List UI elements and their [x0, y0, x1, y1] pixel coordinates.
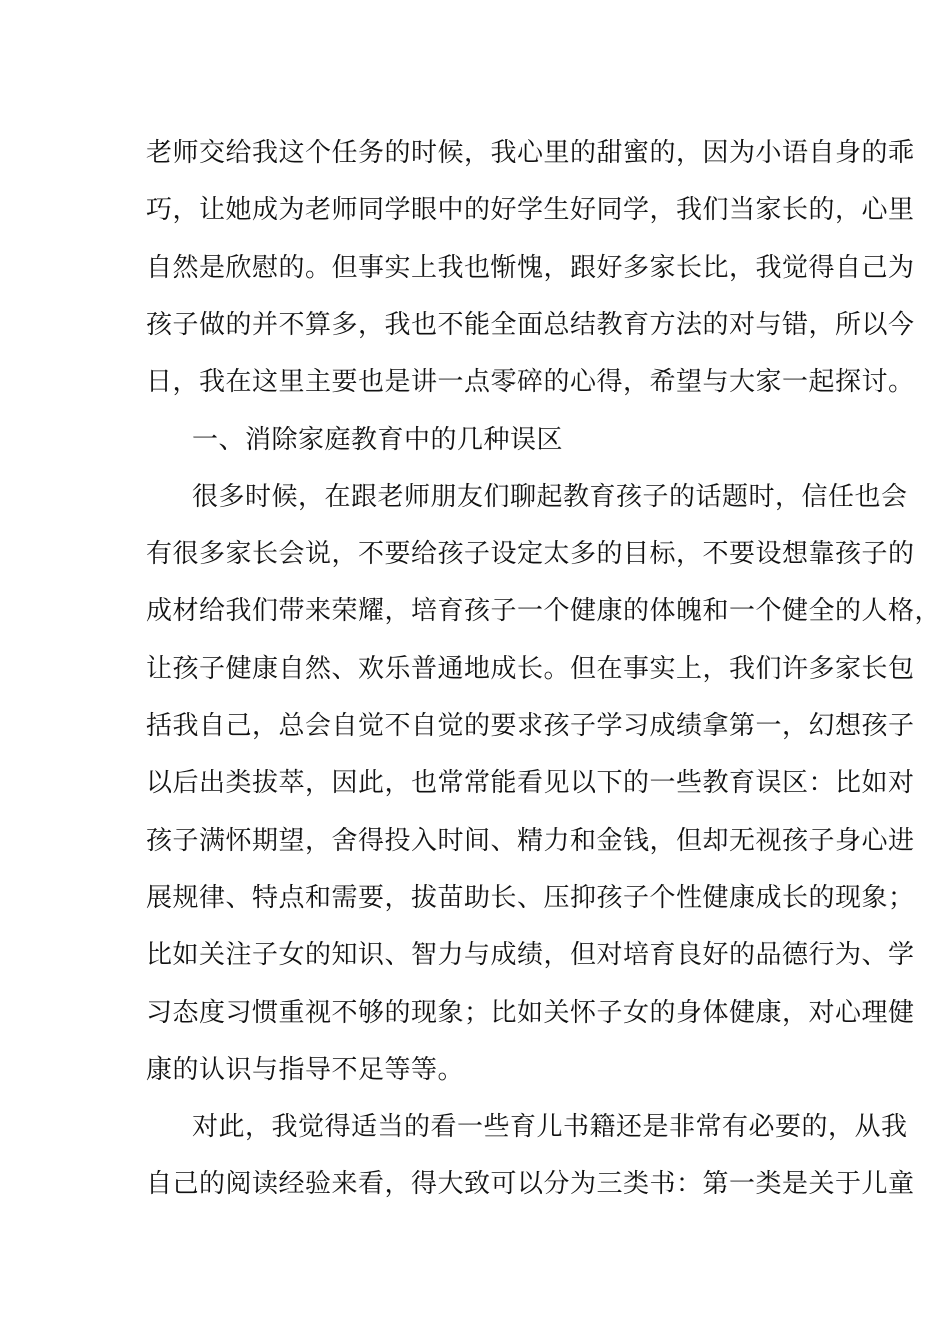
- body-text-line: 自己的阅读经验来看，得大致可以分为三类书：第一类是关于儿童: [146, 1169, 915, 1199]
- body-text-line: 老师交给我这个任务的时候，我心里的甜蜜的，因为小语自身的乖: [146, 138, 915, 168]
- body-text-line: 习态度习惯重视不够的现象；比如关怀子女的身体健康，对心理健: [146, 998, 915, 1028]
- body-text-line: 成材给我们带来荣耀，培育孩子一个健康的体魄和一个健全的人格，: [146, 596, 942, 626]
- body-text-line: 孩子做的并不算多，我也不能全面总结教育方法的对与错，所以今: [146, 310, 915, 340]
- body-text-line: 孩子满怀期望，舍得投入时间、精力和金钱，但却无视孩子身心进: [146, 826, 915, 856]
- body-text-line: 展规律、特点和需要，拔苗助长、压抑孩子个性健康成长的现象；: [146, 883, 915, 913]
- body-text-line: 日，我在这里主要也是讲一点零碎的心得，希望与大家一起探讨。: [146, 367, 915, 397]
- section-heading: 一、消除家庭教育中的几种误区: [192, 425, 564, 455]
- body-text-line: 比如关注子女的知识、智力与成绩，但对培育良好的品德行为、学: [146, 940, 915, 970]
- body-text-line: 让孩子健康自然、欢乐普通地成长。但在事实上，我们许多家长包: [146, 654, 915, 684]
- body-text-line: 康的认识与指导不足等等。: [146, 1055, 465, 1085]
- body-text-line: 对此，我觉得适当的看一些育儿书籍还是非常有必要的，从我: [192, 1112, 908, 1142]
- body-text-line: 自然是欣慰的。但事实上我也惭愧，跟好多家长比，我觉得自己为: [146, 253, 915, 283]
- body-text-line: 以后出类拔萃，因此，也常常能看见以下的一些教育误区：比如对: [146, 768, 915, 798]
- body-text-line: 很多时候，在跟老师朋友们聊起教育孩子的话题时，信任也会: [192, 482, 908, 512]
- body-text-line: 巧，让她成为老师同学眼中的好学生好同学，我们当家长的，心里: [146, 195, 915, 225]
- body-text-line: 括我自己，总会自觉不自觉的要求孩子学习成绩拿第一，幻想孩子: [146, 711, 915, 741]
- body-text-line: 有很多家长会说，不要给孩子设定太多的目标，不要设想靠孩子的: [146, 539, 915, 569]
